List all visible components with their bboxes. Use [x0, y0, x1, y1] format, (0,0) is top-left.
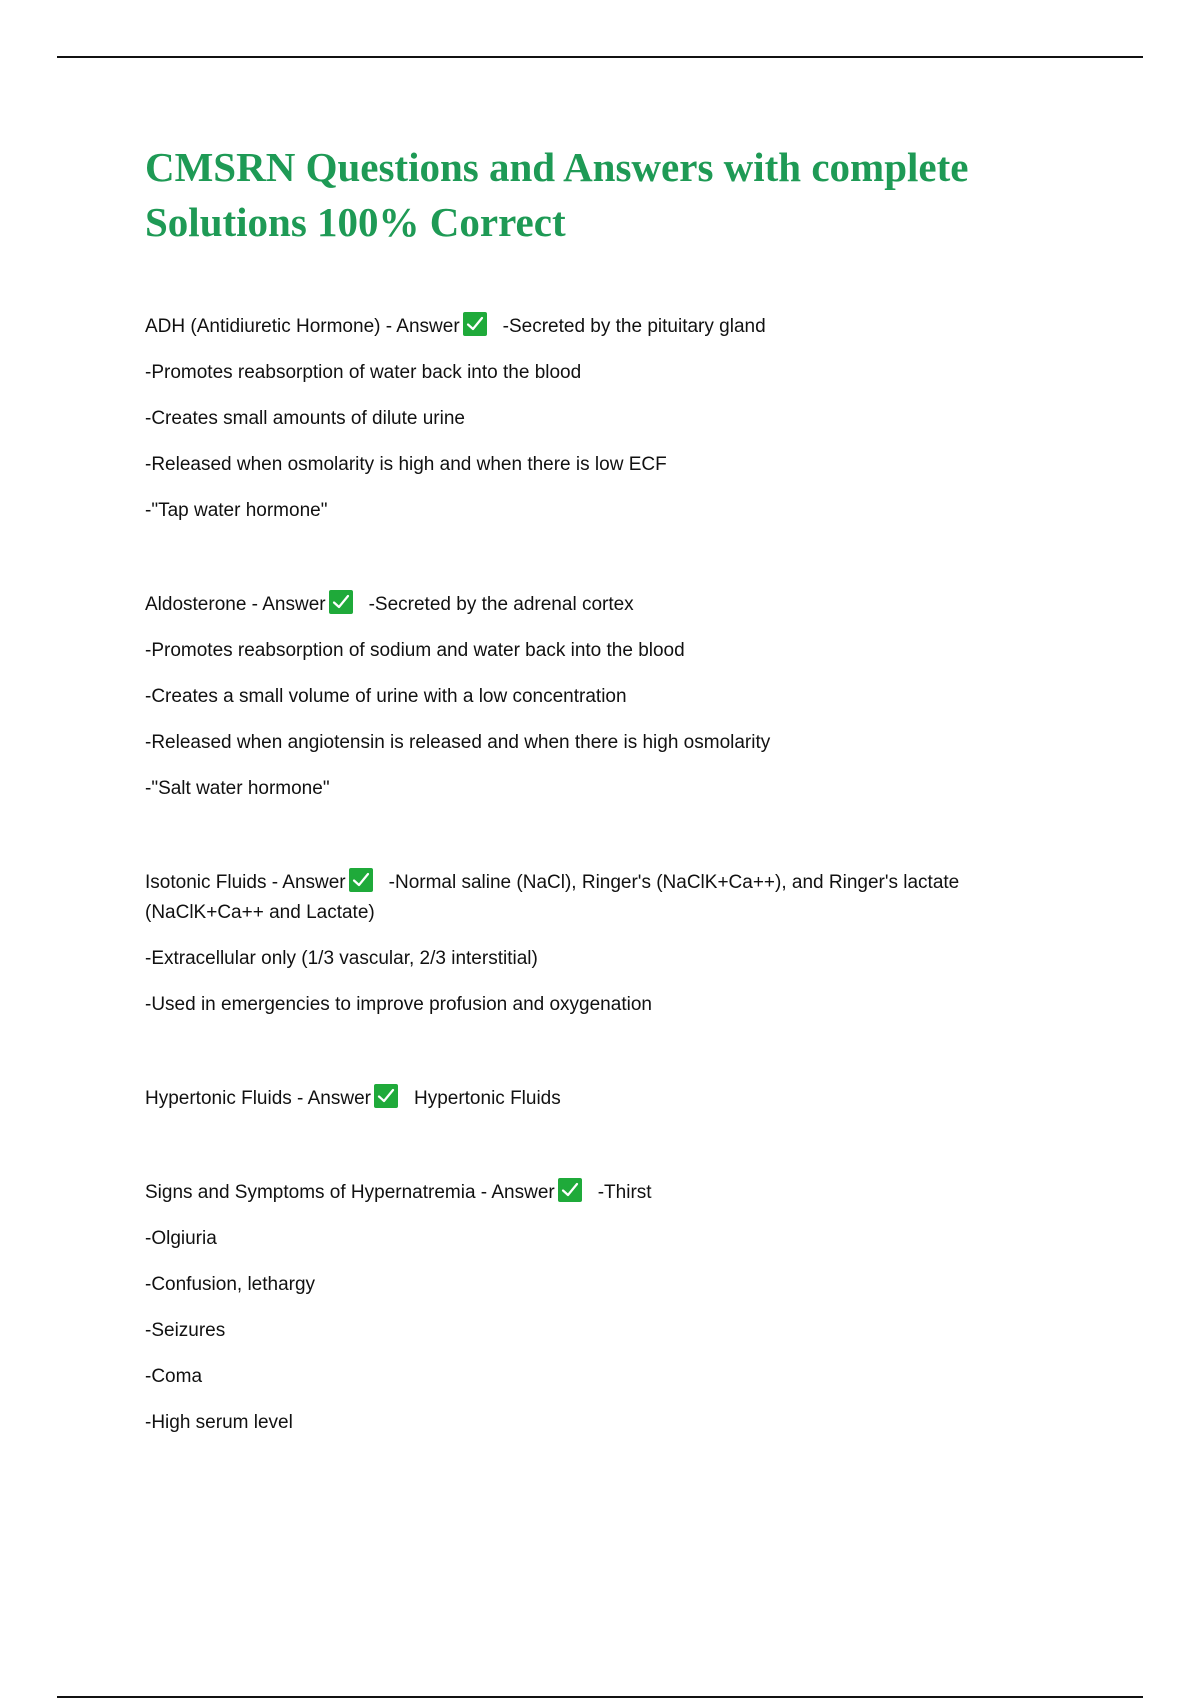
- qa-answer-line: -High serum level: [145, 1412, 293, 1433]
- top-rule: [57, 56, 1143, 58]
- qa-term: Signs and Symptoms of Hypernatremia - Answer: [145, 1182, 555, 1203]
- title-line-1: CMSRN Questions and Answers with complete: [145, 144, 969, 190]
- qa-answer-line: -Released when osmolarity is high and when there is low ECF: [145, 454, 667, 475]
- qa-entry-isotonic-fluids: [145, 868, 1045, 1020]
- qa-answer-line: -Creates small amounts of dilute urine: [145, 408, 465, 429]
- check-mark-icon: [329, 590, 353, 614]
- qa-answer-line: -Creates a small volume of urine with a low concentration: [145, 686, 627, 707]
- check-mark-icon: [463, 312, 487, 336]
- qa-entry-hypernatremia: [145, 1178, 1045, 1438]
- qa-answer-line: -Released when angiotensin is released and when there is high osmolarity: [145, 732, 771, 753]
- qa-term: Isotonic Fluids - Answer: [145, 872, 346, 893]
- qa-answer-first: -Thirst: [597, 1182, 652, 1203]
- document-body: [145, 140, 1045, 1438]
- qa-answer-line: -Olgiuria: [145, 1228, 217, 1249]
- qa-answer-first: -Secreted by the adrenal cortex: [368, 594, 634, 615]
- qa-entry-adh: [145, 312, 1045, 526]
- check-mark-icon: [349, 868, 373, 892]
- qa-entry-hypertonic-fluids: [145, 1084, 1045, 1114]
- qa-answer-line: -Coma: [145, 1366, 203, 1387]
- qa-answer-line: -Promotes reabsorption of sodium and water back into the blood: [145, 640, 685, 661]
- qa-answer-line: -Used in emergencies to improve profusion and oxygenation: [145, 994, 652, 1015]
- qa-answer-line: -"Tap water hormone": [145, 500, 328, 521]
- title-line-2: Solutions 100% Correct: [145, 199, 566, 245]
- qa-question-line: [145, 1084, 1045, 1114]
- qa-question-line: [145, 1178, 1045, 1208]
- qa-entry-aldosterone: [145, 590, 1045, 804]
- qa-answer-wrap-line: (NaClK+Ca++ and Lactate): [145, 902, 375, 923]
- qa-answer-line: -Promotes reabsorption of water back into the blood: [145, 362, 582, 383]
- qa-answer-first: -Secreted by the pituitary gland: [502, 316, 766, 337]
- qa-answer-first: Hypertonic Fluids: [413, 1088, 561, 1109]
- check-mark-icon: [374, 1084, 398, 1108]
- bottom-rule: [57, 1696, 1143, 1698]
- qa-answer-line: -"Salt water hormone": [145, 778, 330, 799]
- qa-answer-line: -Seizures: [145, 1320, 226, 1341]
- qa-question-line: [145, 590, 1045, 620]
- qa-term: Aldosterone - Answer: [145, 594, 326, 615]
- qa-answer-line: -Extracellular only (1/3 vascular, 2/3 interstitial): [145, 948, 538, 969]
- qa-term: ADH (Antidiuretic Hormone) - Answer: [145, 316, 460, 337]
- qa-answer-first: -Normal saline (NaCl), Ringer's (NaClK+Ca++), and Ringer's lactate: [388, 872, 960, 893]
- qa-answer-line: -Confusion, lethargy: [145, 1274, 316, 1295]
- check-mark-icon: [558, 1178, 582, 1202]
- qa-question-line: [145, 312, 1045, 342]
- qa-term: Hypertonic Fluids - Answer: [145, 1088, 371, 1109]
- document-title: [145, 140, 1045, 250]
- qa-question-line: [145, 868, 1045, 898]
